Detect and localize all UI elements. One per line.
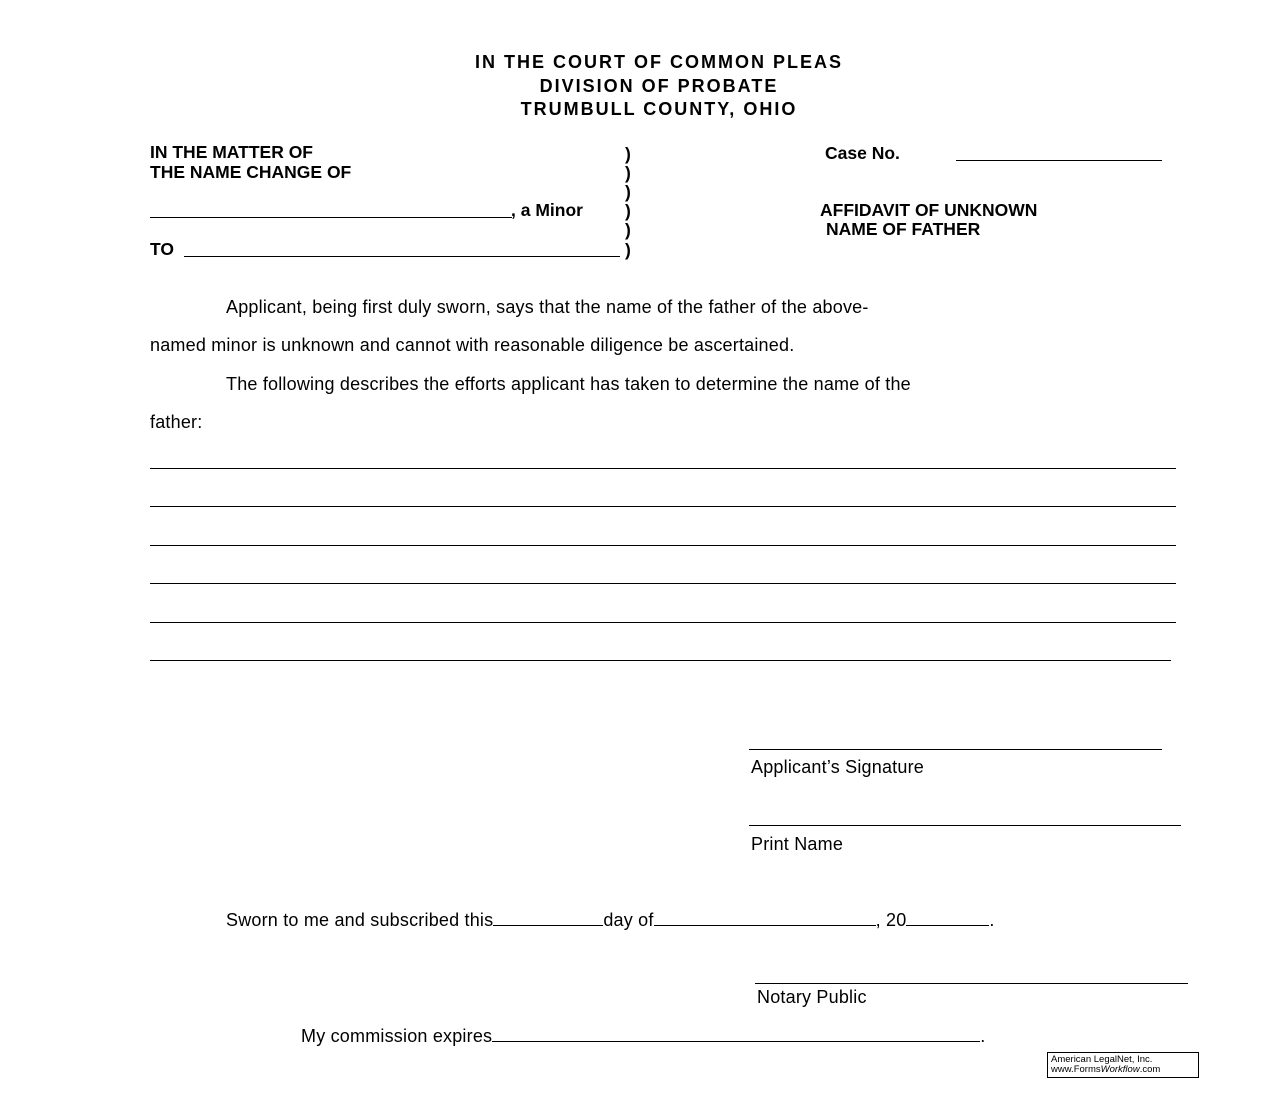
print-name-label: Print Name (751, 834, 844, 854)
jurat-text-4: . (989, 910, 995, 930)
efforts-line[interactable] (150, 622, 1176, 623)
paragraph-1-line-1: Applicant, being first duly sworn, says that the name of the father of the above- (226, 297, 869, 317)
paragraph-2-line-2: father: (150, 412, 203, 432)
affidavit-title-line1: AFFIDAVIT OF UNKNOWN (820, 200, 1038, 220)
notary-signature-line[interactable] (755, 983, 1188, 984)
caption-paren: ) (625, 220, 631, 240)
commission-end: . (980, 1026, 986, 1046)
applicant-signature-label: Applicant’s Signature (751, 757, 924, 777)
caption-paren: ) (625, 163, 631, 183)
publisher-url (1051, 1065, 1195, 1075)
jurat-text-3: , 20 (875, 910, 907, 930)
minor-name-blank[interactable] (150, 217, 512, 218)
jurat-year-blank[interactable] (906, 909, 989, 926)
caption-paren: ) (625, 201, 631, 221)
publisher-url-suffix: .com (1139, 1064, 1161, 1075)
efforts-line[interactable] (150, 468, 1176, 469)
case-number-label: Case No. (825, 143, 900, 163)
matter-label-line2: THE NAME CHANGE OF (150, 162, 352, 182)
commission-date-blank[interactable] (492, 1025, 980, 1042)
publisher-footer (1047, 1052, 1199, 1078)
caption-paren: ) (625, 144, 631, 164)
caption-paren: ) (625, 182, 631, 202)
minor-suffix: , a Minor (511, 200, 583, 220)
to-label: TO (150, 239, 174, 259)
efforts-line[interactable] (150, 660, 1171, 661)
jurat-text-1: Sworn to me and subscribed this (226, 910, 494, 930)
print-name-line[interactable] (749, 825, 1181, 826)
notary-public-label: Notary Public (757, 987, 867, 1007)
case-number-blank[interactable] (956, 160, 1162, 161)
efforts-line[interactable] (150, 583, 1176, 584)
publisher-name: American LegalNet, Inc. (1051, 1054, 1153, 1065)
commission-label: My commission expires (301, 1026, 493, 1046)
jurat-month-blank[interactable] (654, 909, 876, 926)
matter-label-line1: IN THE MATTER OF (150, 142, 313, 162)
commission-line (301, 1025, 985, 1047)
efforts-line[interactable] (150, 506, 1176, 507)
publisher-url-prefix: www.Forms (1051, 1064, 1101, 1075)
applicant-signature-line[interactable] (749, 749, 1162, 750)
paragraph-1-line-2: named minor is unknown and cannot with reasonable diligence be ascertained. (150, 335, 795, 355)
caption-paren: ) (625, 240, 631, 260)
paragraph-2-line-1: The following describes the efforts applicant has taken to determine the name of the (226, 374, 911, 394)
efforts-line[interactable] (150, 545, 1176, 546)
jurat-line (226, 909, 995, 931)
court-division: DIVISION OF PROBATE (539, 76, 779, 96)
jurat-text-2: day of (603, 910, 654, 930)
court-name: IN THE COURT OF COMMON PLEAS (475, 52, 843, 72)
publisher-url-italic: Workflow (1100, 1064, 1140, 1075)
affidavit-title-line2: NAME OF FATHER (826, 219, 981, 239)
new-name-blank[interactable] (184, 256, 620, 257)
jurat-day-blank[interactable] (493, 909, 603, 926)
court-county: TRUMBULL COUNTY, OHIO (520, 99, 798, 119)
